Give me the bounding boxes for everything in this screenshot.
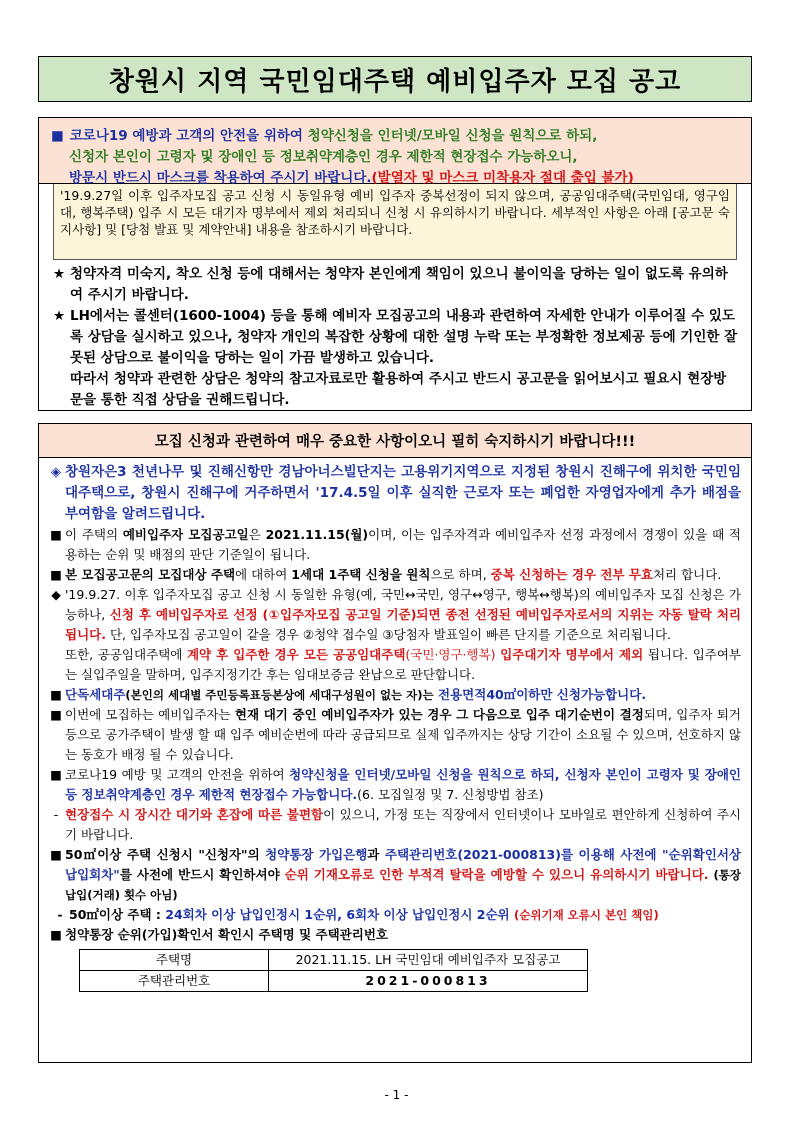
notice-top-line2: 신청자 본인이 고령자 및 장애인 등 정보취약계층인 경우 제한적 현장접수 가능하오니, bbox=[69, 149, 578, 165]
text-span: 으로 하며, bbox=[430, 567, 487, 582]
text-span: 전용면적40㎡이하만 신청가능합니다. bbox=[438, 687, 647, 702]
star-icon: ★ bbox=[53, 266, 66, 282]
text-span: (순위기재 오류시 본인 책임) bbox=[513, 908, 659, 922]
text-span: (국민·영구·행복) bbox=[405, 647, 496, 662]
text-span: 에 대하여 bbox=[235, 567, 288, 582]
main-body bbox=[39, 458, 751, 992]
list-item bbox=[47, 805, 741, 845]
list-item bbox=[47, 525, 741, 565]
text-span: 50㎡이상 주택 신청시 "신청자"의 bbox=[65, 847, 260, 862]
text-span: '19.9.27. 이후 입주자모집 공고 신청 시 동일한 유형(예, 국민↔국민, 영구↔영구, 행복↔행복)의 예비입주자 모집 신청은 가능하나, bbox=[65, 587, 741, 622]
notice-top-line3a: 방문시 반드시 마스크를 착용하여 주시기 바랍니다. bbox=[69, 170, 372, 186]
square-icon: ■ bbox=[50, 567, 62, 582]
text-span: 신청 후 예비입주자로 선정 (①입주자모집 공고일 기준)되면 종전 선정된 예비입주자로서의 지위는 자동 탈락 처리됩니다. bbox=[65, 607, 741, 642]
item-text bbox=[65, 565, 741, 585]
text-span: 단독세대주 bbox=[65, 687, 126, 702]
text-span: 이며, 이는 입주자격과 예비입주자 선정 과정에서 경쟁이 있을 때 적용하는 순위 및 배점의 판단 기준일이 됩니다. bbox=[65, 527, 741, 562]
text-span: 24회차 이상 납입인정시 1순위, 6회차 이상 납입인정시 2순위 bbox=[165, 907, 510, 922]
table-cell-label: 주택관리번호 bbox=[80, 971, 269, 992]
table-row bbox=[80, 950, 588, 971]
item-text bbox=[65, 525, 741, 565]
text-span: 중복 신청하는 경우 전부 무효 bbox=[490, 567, 653, 582]
text-span: 단, 입주자모집 공고일이 같을 경우 ②청약 접수일 ③당첨자 발표일이 빠른 단지를 기준으로 처리됩니다. bbox=[109, 627, 672, 642]
star-list bbox=[39, 260, 751, 411]
square-icon: ■ bbox=[50, 927, 62, 942]
item-text bbox=[65, 765, 741, 805]
text-span: 이 있으니, 가정 또는 직장에서 인터넷이나 모바일로 편안하게 신청하여 주시기 바랍니다. bbox=[65, 807, 741, 842]
notice-top-highlight: 청약신청을 인터넷/모바일 신청을 원칙으로 하되, bbox=[307, 128, 598, 144]
text-span: 이번에 모집하는 예비입주자는 bbox=[65, 707, 231, 722]
text-span: 입주대기자 명부에서 제외 bbox=[500, 647, 644, 662]
text-span: 코로나19 예방 및 고객의 안전을 위하여 bbox=[65, 767, 285, 782]
info-table bbox=[79, 949, 588, 992]
text-span: 현장접수 시 장시간 대기와 혼잡에 따른 불편함 bbox=[65, 807, 324, 822]
item-text: 창원자은3 천년나무 및 진해신항만 경남아너스빌단지는 고용위기지역으로 지정된 창원시 진해구에 위치한 국민임대주택으로, 창원시 진해구에 거주하면서 '17.4.5일 이후 실직한 근로자 또는 폐업한 자영업자에게 추가 배점을 부여함을 알려드립니다. bbox=[65, 464, 741, 522]
item-text bbox=[69, 905, 741, 925]
list-item bbox=[47, 565, 741, 585]
list-item bbox=[47, 765, 741, 805]
list-item bbox=[47, 925, 741, 945]
square-icon: ■ bbox=[50, 527, 62, 542]
text-span: 되며, 입주자 퇴거 등으로 공가주택이 발생 할 때 입주 예비순번에 따라 공급되므로 실제 입주까지는 상당 기간이 소요될 수 있으며, 선호하지 않는 동호가 배정 될 수 있습니다. bbox=[65, 707, 741, 762]
text-span: 2021.11.15(월) bbox=[265, 527, 369, 542]
text-span: 은 bbox=[248, 527, 261, 542]
list-item bbox=[47, 705, 741, 765]
item-text bbox=[65, 805, 741, 845]
page-title bbox=[38, 56, 752, 102]
text-span: 예비입주자 모집공고일 bbox=[122, 527, 249, 542]
notice-top-warning: (발열자 및 마스크 미착용자 절대 출입 불가) bbox=[371, 170, 634, 186]
dash-icon: - bbox=[53, 807, 59, 822]
text-span: 순위 기재오류로 인한 부적격 탈락을 예방할 수 있으니 유의하시기 바랍니다. bbox=[284, 867, 709, 882]
list-item bbox=[47, 845, 741, 905]
star-text: 청약자격 미숙지, 착오 신청 등에 대해서는 청약자 본인에게 책임이 있으니 불이익을 당하는 일이 없도록 유의하여 주시기 바랍니다. bbox=[70, 266, 728, 303]
text-span: 또한, 공공임대주택에 bbox=[65, 647, 183, 662]
item-text bbox=[65, 585, 741, 685]
text-span: 청약통장 가입은행 bbox=[265, 847, 368, 862]
notice-note: '19.9.27일 이후 입주자모집 공고 신청 시 동일유형 예비 입주자 중복선정이 되지 않으며, 공공임대주택(국민임대, 영구임대, 행복주택) 입주 시 모든 대기자 명부에서 제외 처리되니 신청 시 유의하시기 바랍니다. 세부적인 사항은 아래 [공고문 숙지사항] 및 [당첨 발표 및 계약안내] 내용을 참조하시기 바랍니다. bbox=[53, 184, 737, 260]
table-cell-value: 2021-000813 bbox=[269, 971, 588, 992]
item-text bbox=[65, 845, 741, 905]
text-span: 청약신청을 인터넷/모바일 신청을 원칙으로 하되, 신청자 본인이 고령자 및 장애인 등 정보취약계층인 경우 제한적 현장접수 가능합니다. bbox=[65, 767, 741, 802]
square-icon: ■ bbox=[50, 687, 62, 702]
notice-top-lead: 코로나19 예방과 고객의 안전을 위하여 bbox=[69, 128, 303, 144]
notice-header bbox=[39, 118, 751, 184]
text-span: 1세대 1주택 신청을 원칙 bbox=[291, 567, 431, 582]
list-item bbox=[47, 585, 741, 685]
star-icon: ★ bbox=[53, 308, 66, 324]
text-span: 이 주택의 bbox=[65, 527, 119, 542]
diamond-icon: ◆ bbox=[51, 587, 61, 602]
text-span: (6. 모집일정 및 7. 신청방법 참조) bbox=[357, 787, 544, 802]
square-icon: ■ bbox=[50, 847, 62, 862]
star-text: LH에서는 콜센터(1600-1004) 등을 통해 예비자 모집공고의 내용과 관련하여 자세한 안내가 이루어질 수 있도록 상담을 실시하고 있으나, 청약자 개인의 복잡한 상황에 대한 설명 누락 또는 부정확한 정보제공 등에 기인한 잘못된 상담으로 불이익을 당하는 일이 가끔 발생하고 있습니다. bbox=[70, 308, 738, 366]
text-span: 과 bbox=[367, 847, 380, 862]
dash-icon: - bbox=[57, 907, 63, 922]
text-span: 됩니다. 입주여부는 실입주일을 말하며, 입주지정기간 후는 임대보증금 완납으로 판단합니다. bbox=[65, 647, 741, 682]
star-continuation: 따라서 청약과 관련한 상담은 청약의 참고자료로만 활용하여 주시고 반드시 공고문을 읽어보시고 필요시 현장방문을 통한 직접 상담을 권해드립니다. bbox=[70, 371, 727, 408]
list-item bbox=[53, 264, 739, 306]
diamond-outline-icon: ◈ bbox=[50, 464, 62, 480]
table-row bbox=[80, 971, 588, 992]
item-text bbox=[65, 705, 741, 765]
main-heading: 모집 신청과 관련하여 매우 중요한 사항이오니 필히 숙지하시기 바랍니다!!! bbox=[39, 424, 751, 458]
list-item bbox=[47, 905, 741, 925]
text-span: 처리 합니다. bbox=[652, 567, 722, 582]
item-text: 청약통장 순위(가입)확인서 확인시 주택명 및 주택관리번호 bbox=[65, 927, 388, 942]
text-span: 주택관리번호(2021-000813)를 이용해 사전에 "순위확인서상 납입회차" bbox=[65, 847, 741, 882]
table-cell-label: 주택명 bbox=[80, 950, 269, 971]
list-item bbox=[47, 685, 741, 705]
notice-box bbox=[38, 117, 752, 411]
main-box bbox=[38, 423, 752, 1063]
text-span: 현재 대기 중인 예비입주자가 있는 경우 그 다음으로 입주 대기순번이 결정 bbox=[234, 707, 644, 722]
text-span: 계약 후 입주한 경우 모든 공공임대주택 bbox=[186, 647, 406, 662]
text-span: 50㎡이상 주택 : bbox=[69, 907, 161, 922]
text-span: (본인의 세대별 주민등록표등본상에 세대구성원이 없는 자)는 bbox=[125, 688, 434, 702]
page-number: - 1 - bbox=[384, 1088, 409, 1102]
list-item bbox=[53, 306, 739, 369]
square-icon: ■ bbox=[50, 767, 62, 782]
list-item bbox=[47, 462, 741, 525]
page-title-text: 창원시 지역 국민임대주택 예비입주자 모집 공고 bbox=[108, 66, 682, 97]
item-text bbox=[65, 685, 741, 705]
square-icon: ■ bbox=[50, 707, 62, 722]
square-icon: ■ bbox=[51, 128, 64, 144]
table-cell-value: 2021.11.15. LH 국민임대 예비입주자 모집공고 bbox=[269, 950, 588, 971]
text-span: 본 모집공고문의 모집대상 주택 bbox=[65, 567, 236, 582]
text-span: (통장 납입(거래) 횟수 아님) bbox=[65, 868, 741, 902]
text-span: 를 사전에 반드시 확인하셔야 bbox=[119, 867, 280, 882]
